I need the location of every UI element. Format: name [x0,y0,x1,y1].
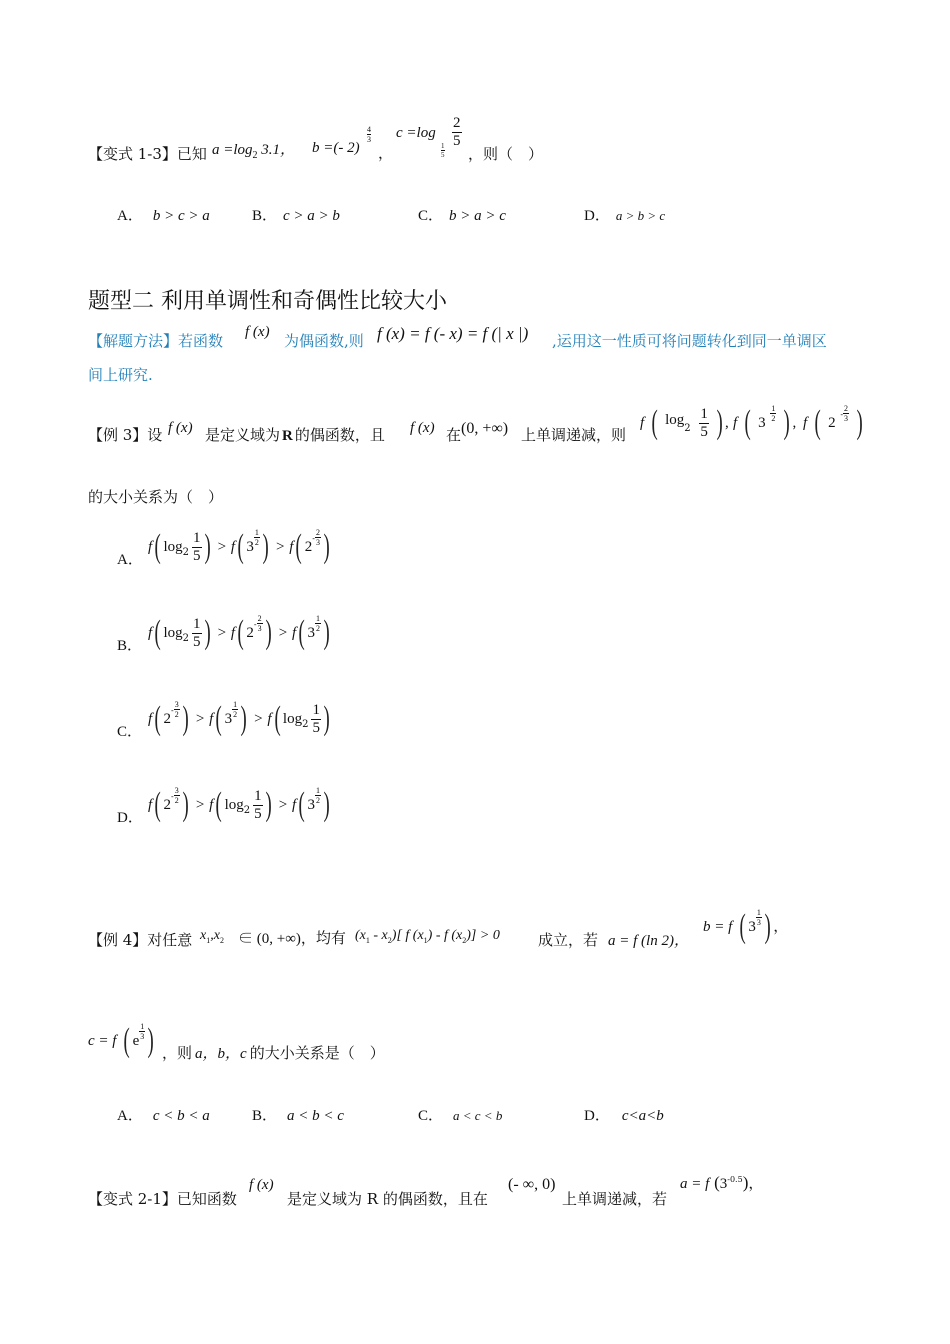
v21-text-1: 是定义域为 R 的偶函数，且在 [287,1190,488,1208]
v13-b-exponent: 4 3 [367,125,371,144]
v13-label: 【变式 1-3】已知 [88,145,207,163]
ex3-text-1: 是定义域为 R 的偶函数，且 [205,426,385,444]
ex3-v2: f ( 3 $\frac{1}{2}$ ) , [733,403,797,441]
v13-question [88,143,207,164]
ex3-option-d-letter[interactable]: D． [117,810,143,826]
ex4-b-def: b = f ( 3 $\frac{1}{3}$ ) ， [703,907,789,945]
ex4-option-d[interactable]: D． c<a<b [584,1108,664,1124]
ex3-fx: f (x) [168,420,193,436]
ex3-text-2: 上单调递减，则 [521,426,627,444]
v13-c-expr: c =log [396,125,436,141]
ex3-option-b-letter[interactable]: B． [117,638,143,654]
ex4-vars: $x_1,x_2$ [200,928,224,945]
ex3-option-b[interactable]: f( $\log_2$ $\frac{1}{5}$ ) > f( 2- $\frac{2}{3}$ ) > f( 3 $\frac{1}{2}$ ) [148,613,330,651]
ex3-line-2: 的大小关系为（ ） [88,488,224,506]
v13-tail: ，则（ ） [468,145,544,163]
ex3-option-c[interactable]: f( 2- $\frac{3}{2}$ ) > f( 3 $\frac{1}{2}$ ) > f( $\log_2$ $\frac{1}{5}$ ) [148,699,330,737]
v21-text-2: 上单调递减，若 [562,1190,668,1208]
ex4-text-cheng: 成立，若 [538,931,599,949]
ex4-option-a[interactable]: A． c < b < a [117,1108,210,1124]
ex4-c-def: c = f ( e $\frac{1}{3}$ ) [88,1021,155,1059]
ex4-option-c[interactable]: C． a < c < b [418,1108,503,1124]
method-line-2: 间上研究. [88,366,153,384]
method-equation: f (x) = f (- x) = f (| x |) [377,324,529,343]
method-fx: f (x) [245,324,270,340]
v21-fx: f (x) [249,1177,274,1193]
ex3-option-a[interactable]: f( $\log_2$ $\frac{1}{5}$ ) > f( 3 $\frac{1}{2}$ ) > f( 2- $\frac{2}{3}$ ) [148,527,330,565]
ex3-option-c-letter[interactable]: C． [117,724,143,740]
method-line-1: 【解题方法】若函数 [88,332,224,350]
v21-question: 【变式 2-1】已知函数 [88,1190,237,1208]
v13-c-base: 1 5 [441,142,445,159]
ex3-option-a-letter[interactable]: A． [117,552,143,568]
v13-option-a[interactable]: A． b > c > a [117,208,210,224]
ex3-option-d[interactable]: f( 2- $\frac{3}{2}$ ) > f( $\log_2$ $\frac{1}{5}$ ) > f( 3 $\frac{1}{2}$ ) [148,785,330,823]
section-title: 题型二 利用单调性和奇偶性比较大小 [88,289,447,314]
ex4-question: 【例 4】对任意 [88,931,193,949]
ex4-a-def: a = f (ln 2)， [608,933,689,949]
v13-b-expr: b =(- 2) [312,140,360,156]
ex3-text-in: 在 [446,426,462,444]
ex3-v1: f ( $\log_2$ $\frac{1}{5}$ ) , [640,404,729,441]
v13-c-fraction: $\frac{2}{5}$ [453,115,461,149]
v13-comma: ， [378,146,394,162]
ex3-fx-2: f (x) [410,420,435,436]
v13-option-c[interactable]: C． b > a > c [418,208,506,224]
ex4-inequality: $(x_1 - x_2)$[ f $(x_1)$ - f $(x_2)] > 0$ [355,928,500,945]
method-mid: 为偶函数,则 [284,332,364,350]
v13-option-d[interactable]: D． a > b > c [584,208,666,224]
ex4-in-set: ∈ (0, +∞)，均有 [238,931,346,947]
v21-interval: (- ∞, 0) [508,1176,556,1193]
ex4-option-b[interactable]: B． a < b < c [252,1108,344,1124]
v13-a-expr: $a =\log_2$ 3.1， [212,142,296,161]
method-tail: ,运用这一性质可将问题转化到同一单调区 [552,332,827,350]
v13-option-b[interactable]: B． c > a > b [252,208,340,224]
ex3-question: 【例 3】设 [88,426,163,444]
ex3-interval: (0, +∞) [461,420,509,437]
ex4-tail: ，则 a，b，c 的大小关系是（ ） [162,1044,385,1062]
ex3-v3: f ( 2 - $\frac{2}{3}$ ) [803,403,863,441]
v21-a-def: a = f $(3^{-0.5})$， [680,1173,764,1192]
